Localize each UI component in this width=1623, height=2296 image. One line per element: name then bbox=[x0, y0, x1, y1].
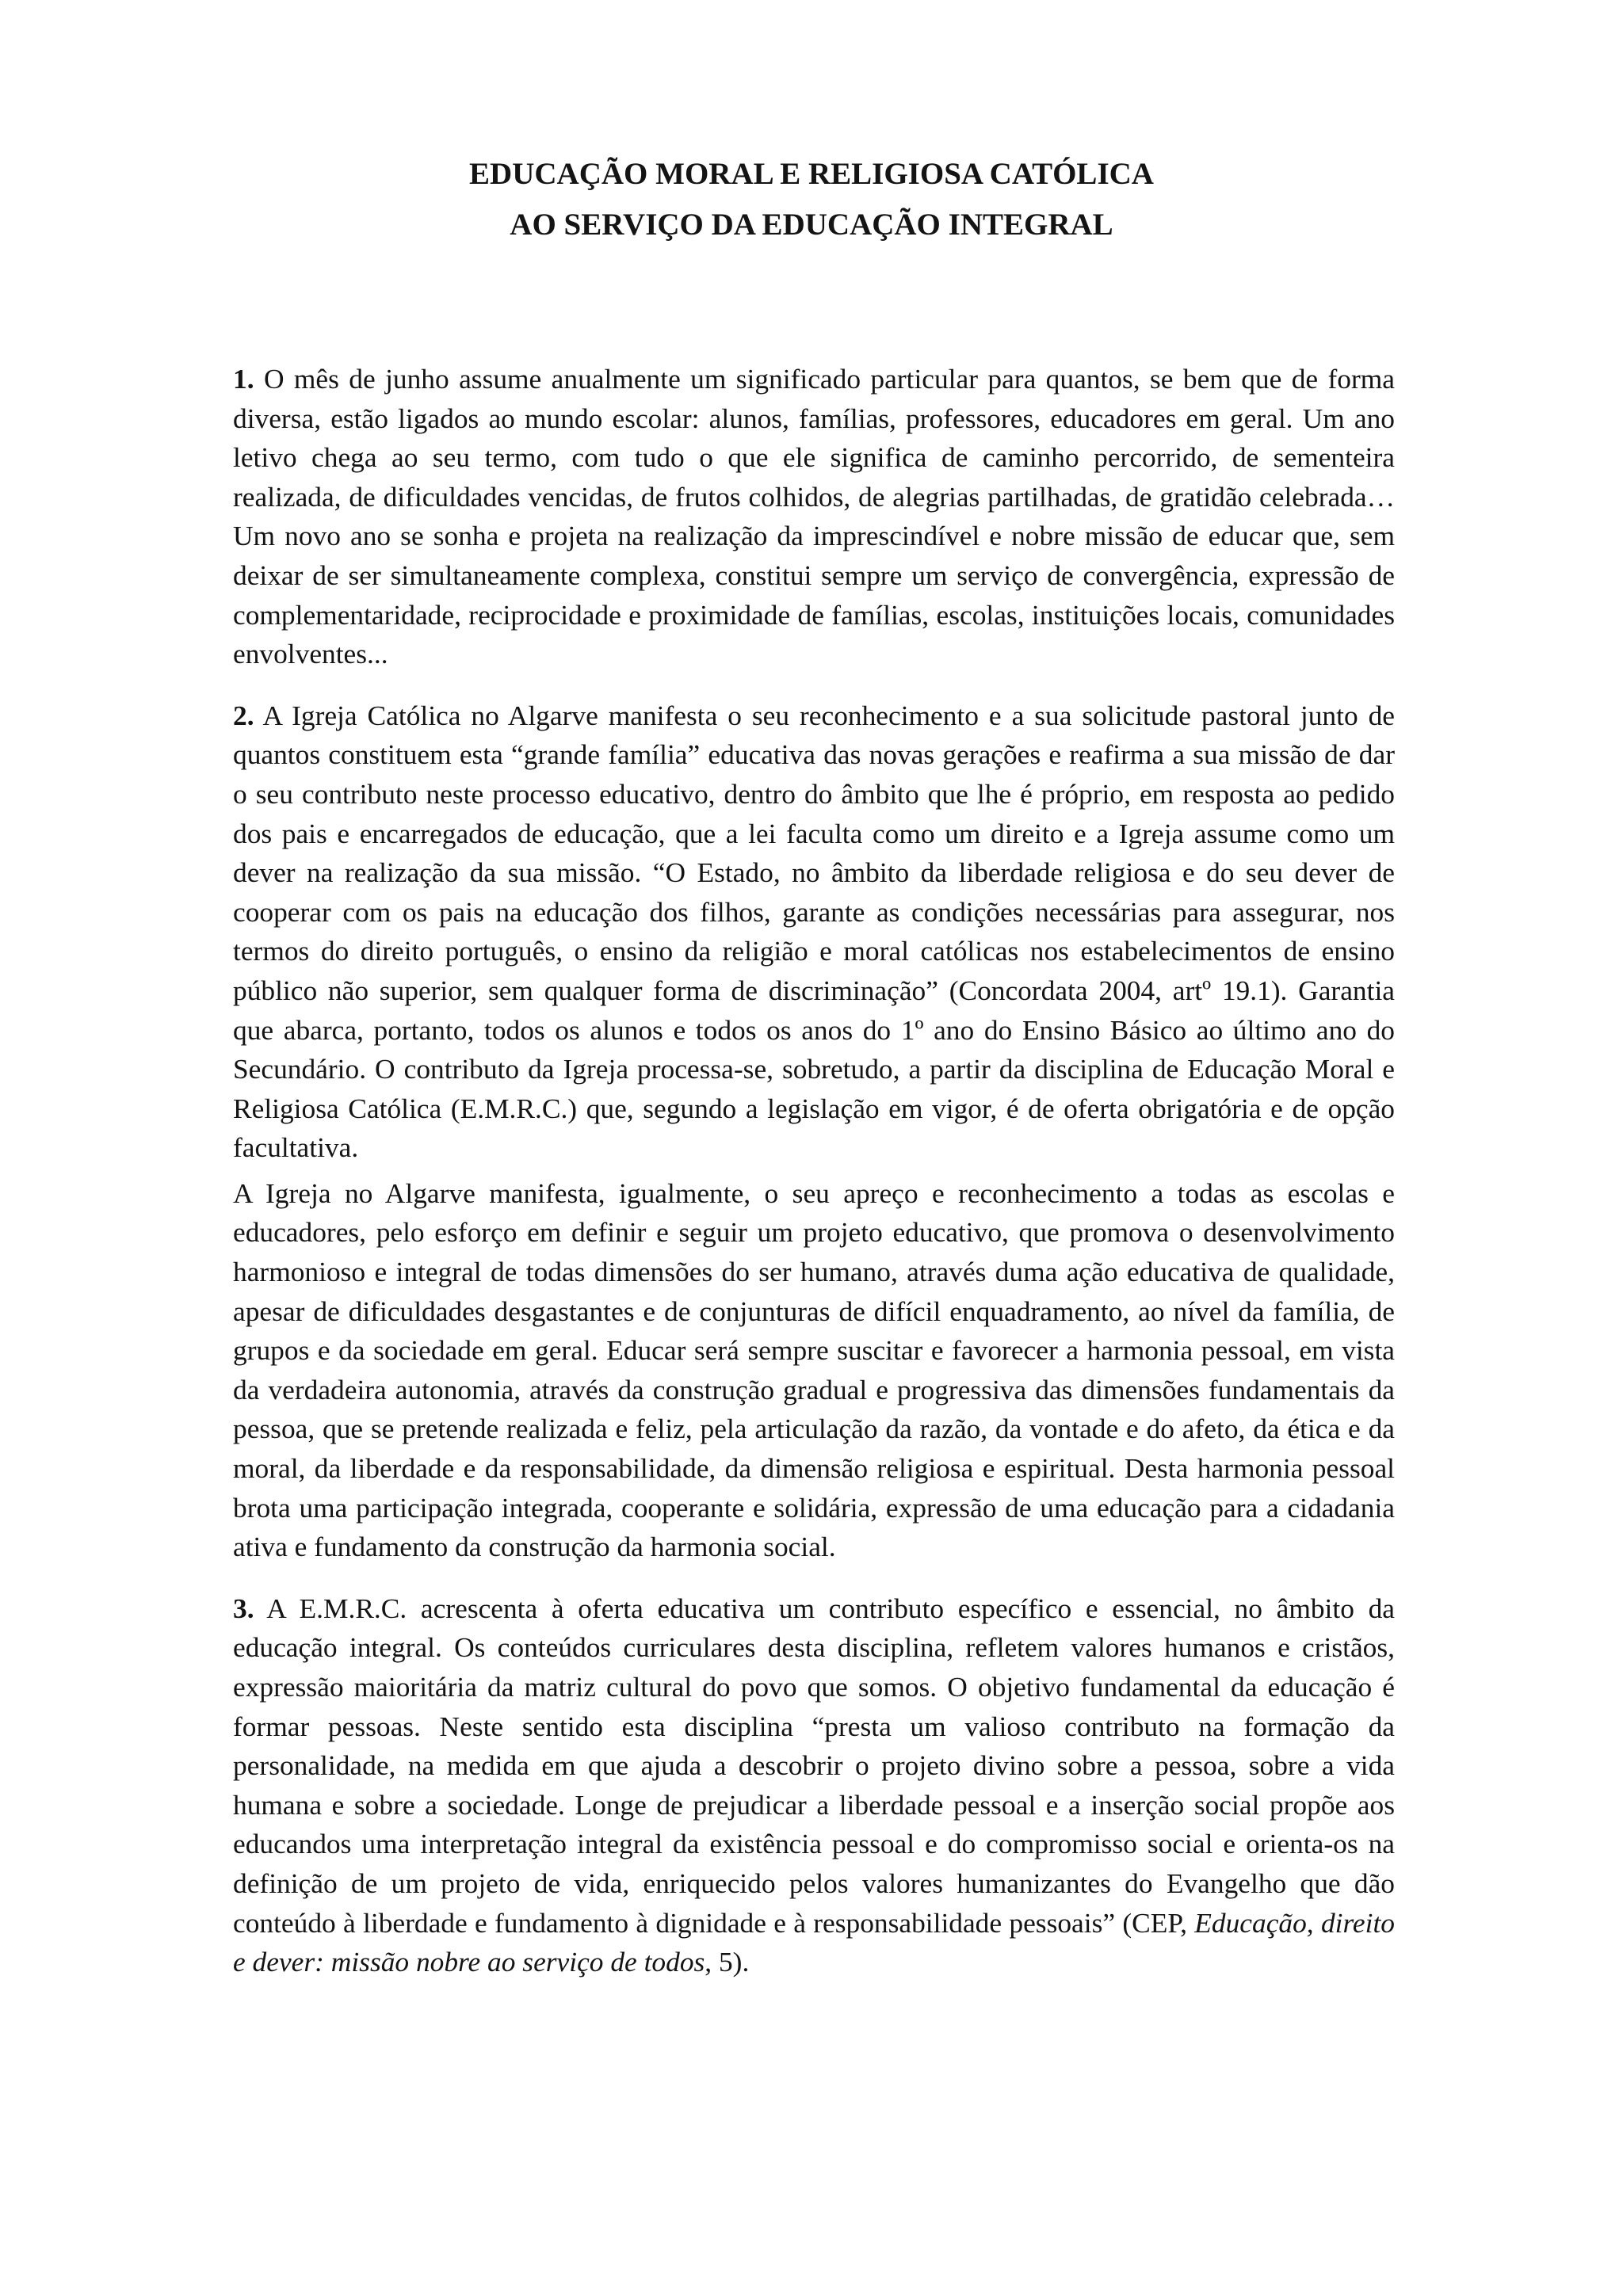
paragraph-2 bbox=[233, 696, 1395, 1168]
paragraph-3-number: 3. bbox=[233, 1592, 254, 1624]
paragraph-3-tail: , 5). bbox=[705, 1946, 750, 1978]
paragraph-3-text: A E.M.R.C. acrescenta à oferta educativa um contributo específico e essencial, no âmbito da educação integral. Os conteúdos curriculares desta disciplina, refletem valores humanos e cristãos, expressão maioritária da matriz cultural do povo que somos. O objetivo fundamental da educação é formar pessoas. Neste sentido esta disciplina “presta um valioso contributo na formação da personalidade, na medida em que ajuda a descobrir o projeto divino sobre a pessoa, sobre a vida humana e sobre a sociedade. Longe de prejudicar a liberdade pessoal e a inserção social propõe aos educandos uma interpretação integral da existência pessoal e do compromisso social e orienta-os na definição de um projeto de vida, enriquecido pelos valores humanizantes do Evangelho que dão conteúdo à liberdade e fundamento à dignidade e à responsabilidade pessoais” (CEP, bbox=[233, 1592, 1395, 1939]
paragraph-1-number: 1. bbox=[233, 363, 254, 395]
paragraph-3 bbox=[233, 1589, 1395, 1982]
document-body bbox=[233, 360, 1395, 1982]
title-line-2: AO SERVIÇO DA EDUCAÇÃO INTEGRAL bbox=[510, 208, 1113, 242]
paragraph-2-text: A Igreja Católica no Algarve manifesta o seu reconhecimento e a sua solicitude pastoral junto de quantos constituem esta “grande família” educativa das novas gerações e reafirma a sua missão de dar o seu contributo neste processo educativo, dentro do âmbito que lhe é próprio, em resposta ao pedido dos pais e encarregados de educação, que a lei faculta como um direito e a Igreja assume como um dever na realização da sua missão. “O Estado, no âmbito da liberdade religiosa e do seu dever de cooperar com os pais na educação dos filhos, garante as condições necessárias para assegurar, nos termos do direito português, o ensino da religião e moral católicas nos estabelecimentos de ensino público não superior, sem qualquer forma de discriminação” (Concordata 2004, artº 19.1). Garantia que abarca, portanto, todos os alunos e todos os anos do 1º ano do Ensino Básico ao último ano do Secundário. O contributo da Igreja processa-se, sobretudo, a partir da disciplina de Educação Moral e Religiosa Católica (E.M.R.C.) que, segundo a legislação em vigor, é de oferta obrigatória e de opção facultativa. bbox=[233, 699, 1395, 1164]
paragraph-1 bbox=[233, 360, 1395, 674]
paragraph-2-number: 2. bbox=[233, 699, 254, 731]
paragraph-1-text: O mês de junho assume anualmente um significado particular para quantos, se bem que de forma diversa, estão ligados ao mundo escolar: alunos, famílias, professores, educadores em geral. Um ano letivo chega ao seu termo, com tudo o que ele significa de caminho percorrido, de sementeira realizada, de dificuldades vencidas, de frutos colhidos, de alegrias partilhadas, de gratidão celebrada… Um novo ano se sonha e projeta na realização da imprescindível e nobre missão de educar que, sem deixar de ser simultaneamente complexa, constitui sempre um serviço de convergência, expressão de complementaridade, reciprocidade e proximidade de famílias, escolas, instituições locais, comunidades envolventes... bbox=[233, 363, 1395, 670]
paragraph-2b bbox=[233, 1174, 1395, 1567]
document-title bbox=[0, 149, 1623, 250]
title-line-1: EDUCAÇÃO MORAL E RELIGIOSA CATÓLICA bbox=[469, 157, 1154, 191]
paragraph-3-italic-citation: Educação, direito e dever: missão nobre ao serviço de todos bbox=[233, 1906, 1395, 1978]
paragraph-2b-text: A Igreja no Algarve manifesta, igualmente, o seu apreço e reconhecimento a todas as escolas e educadores, pelo esforço em definir e seguir um projeto educativo, que promova o desenvolvimento harmonioso e integral de todas dimensões do ser humano, através duma ação educativa de qualidade, apesar de dificuldades desgastantes e de conjunturas de difícil enquadramento, ao nível da família, de grupos e da sociedade em geral. Educar será sempre suscitar e favorecer a harmonia pessoal, em vista da verdadeira autonomia, através da construção gradual e progressiva das dimensões fundamentais da pessoa, que se pretende realizada e feliz, pela articulação da razão, da vontade e do afeto, da ética e da moral, da liberdade e da responsabilidade, da dimensão religiosa e espiritual. Desta harmonia pessoal brota uma participação integrada, cooperante e solidária, expressão de uma educação para a cidadania ativa e fundamento da construção da harmonia social. bbox=[233, 1177, 1395, 1563]
